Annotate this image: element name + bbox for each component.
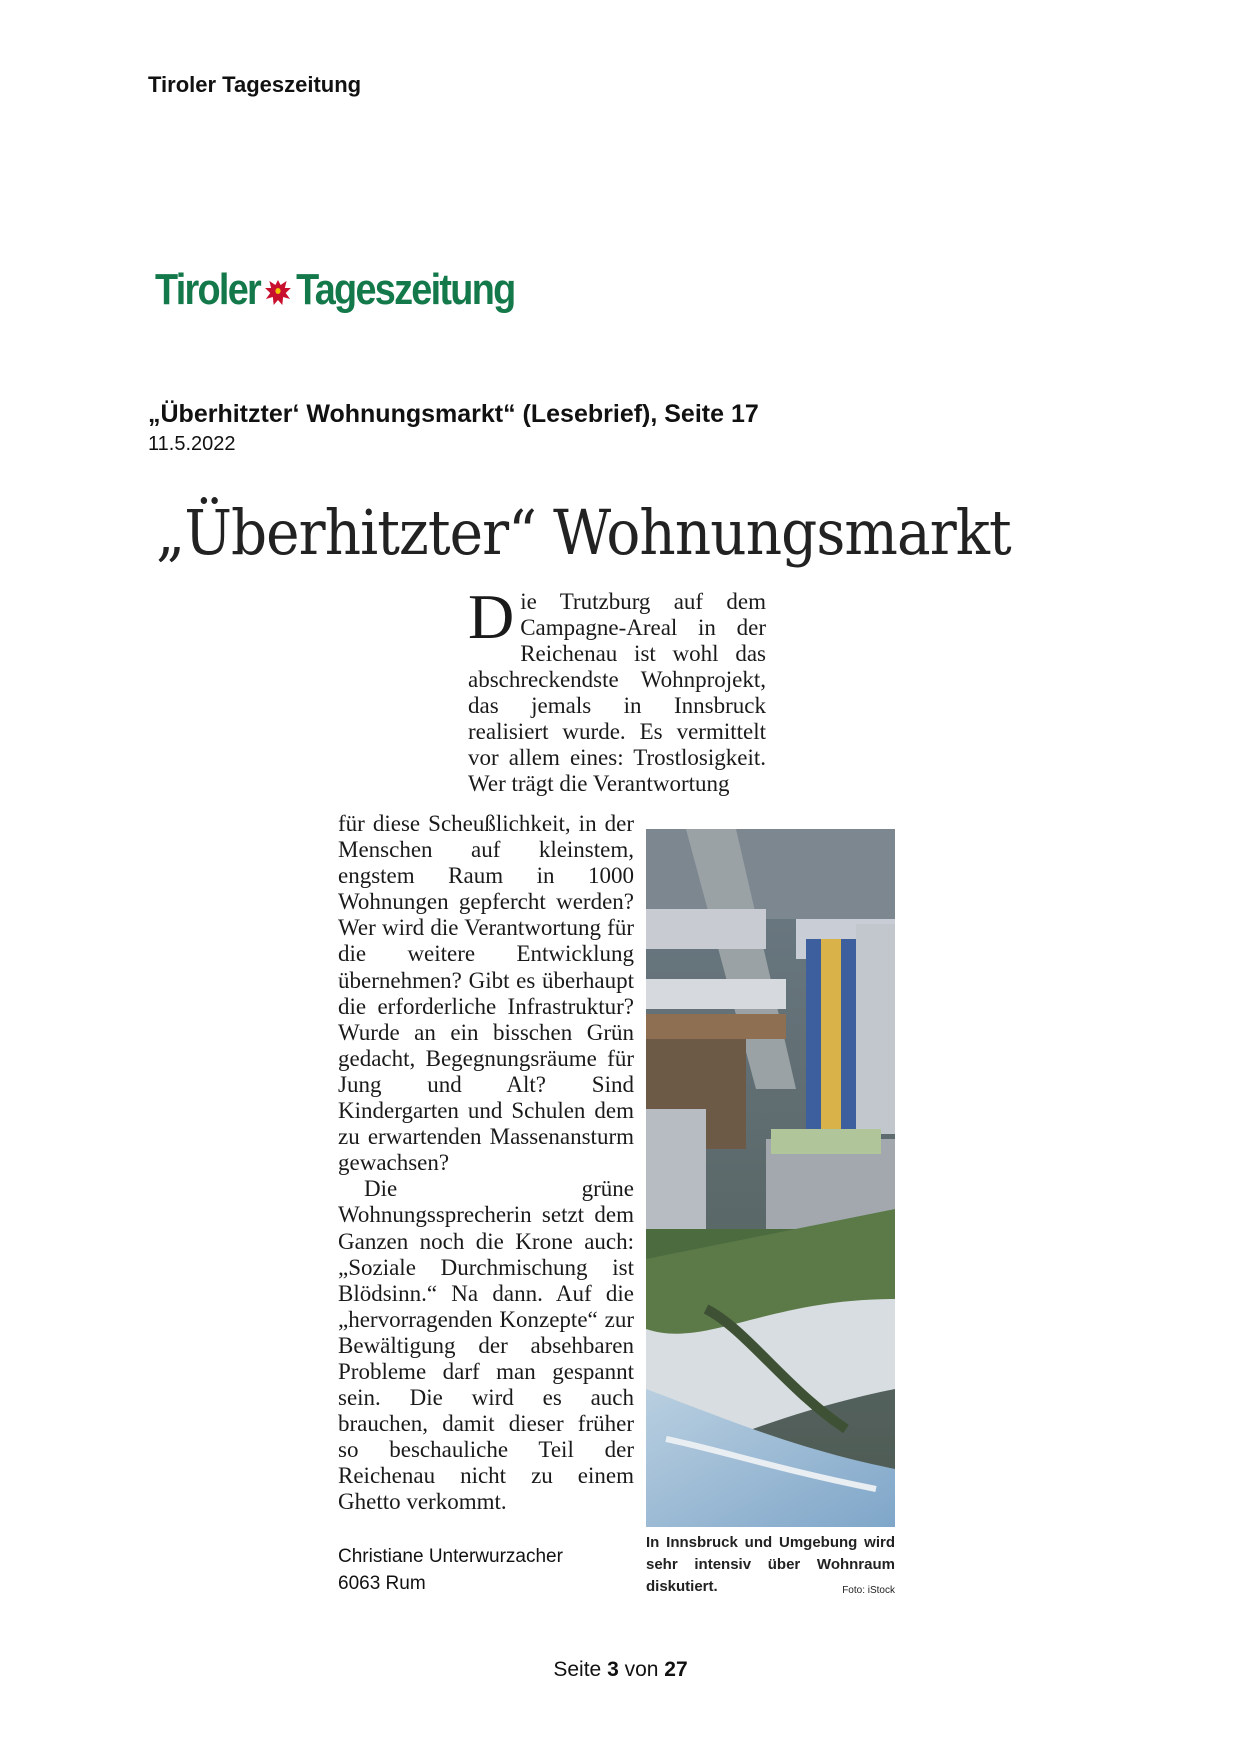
photo-credit: Foto: iStock — [842, 1585, 895, 1596]
city-aerial-photo — [646, 829, 895, 1527]
footer-current-page: 3 — [607, 1658, 619, 1681]
body-paragraph-1: für diese Scheußlichkeit, in der Menschen auf kleinstem, engstem Raum in 1000 Wohnungen gepfercht werden? Wer wird die Verantwortung für die weitere Entwicklung übernehmen? Gibt es überhaupt die erforderliche Infrastruktur? Wurde an ein bisschen Grün gedacht, Begegnungsräume für Jung und Alt? Sind Kindergarten und Schulen dem zu erwartenden Massenansturm gewachsen? — [338, 811, 634, 1176]
photo-caption — [646, 1532, 895, 1602]
author-block — [338, 1543, 563, 1597]
footer-total-pages: 27 — [664, 1658, 688, 1681]
drop-cap: D — [468, 581, 515, 652]
footer-prefix: Seite — [553, 1658, 602, 1681]
document-header-title: Tiroler Tageszeitung — [148, 72, 362, 97]
article-date: 11.5.2022 — [148, 433, 236, 455]
page-footer — [0, 1658, 1241, 1682]
article-photo — [646, 829, 895, 1527]
logo-text-left: Tiroler — [155, 265, 261, 314]
article-intro — [468, 581, 766, 797]
logo-text-right: Tageszeitung — [296, 265, 515, 314]
tyrol-eagle-icon — [263, 276, 292, 310]
body-paragraph-2: Die grüne Wohnungssprecherin setzt dem Ganzen noch die Krone auch: „Soziale Durchmischung ist Blödsinn.“ Na dann. Auf die „hervorragenden Konzepte“ zur Bewältigung der absehbaren Probleme darf man gespannt sein. Die wird es auch brauchen, damit dieser früher so beschauliche Teil der Reichenau nicht zu einem Ghetto verkommt. — [338, 1176, 634, 1515]
caption-text: In Innsbruck und Umgebung wird sehr intensiv über Wohnraum diskutiert. — [646, 1534, 895, 1595]
footer-middle: von — [624, 1658, 659, 1681]
article-body — [338, 811, 634, 1516]
author-name: Christiane Unterwurzacher — [338, 1546, 563, 1567]
article-title: „Überhitzter‘ Wohnungsmarkt“ (Lesebrief), Seite 17 — [148, 400, 759, 428]
author-place: 6063 Rum — [338, 1573, 426, 1594]
intro-text: ie Trutzburg auf dem Campagne-Areal in der Reichenau ist wohl das abschreckendste Wohnprojekt, das jemals in Innsbruck realisiert wurde. Es vermittelt vor allem eines: Trostlosigkeit. Wer trägt die Verantwortung — [468, 589, 766, 796]
newspaper-logo — [155, 262, 514, 318]
article-headline: „Überhitzter“ Wohnungsmarkt — [156, 496, 1011, 569]
